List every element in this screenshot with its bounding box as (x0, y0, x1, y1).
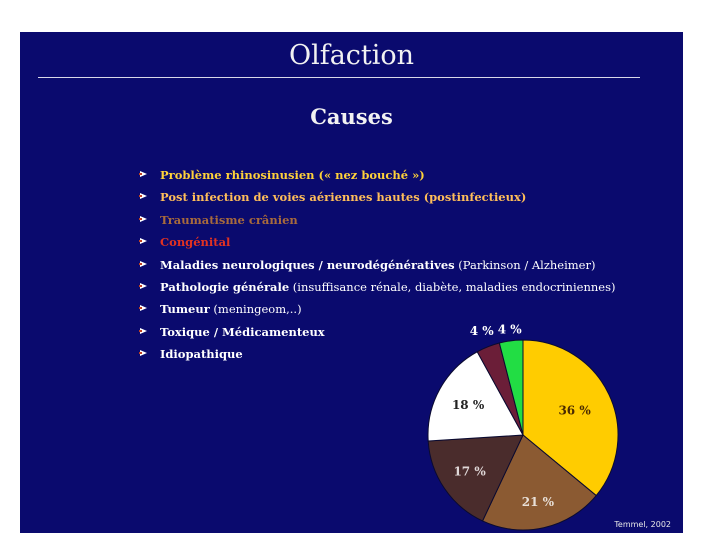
pie-slice-label: 21 % (521, 494, 555, 509)
pie-slice-label: 4 % (469, 323, 494, 338)
slide (20, 32, 683, 533)
source-credit: Temmel, 2002 (614, 520, 671, 529)
cause-label: Maladies neurologiques / neurodégénératives (160, 257, 455, 272)
cause-detail: (insuffisance rénale, diabète, maladies endocriniennes) (289, 279, 616, 294)
cause-label: Tumeur (160, 302, 210, 317)
pie-slice-label: 4 % (497, 322, 522, 337)
pie-slice-label: 36 % (558, 403, 591, 418)
cause-label: Pathologie générale (160, 279, 290, 294)
cause-label: Traumatisme crânien (160, 212, 298, 227)
cause-label: Post infection de voies aériennes hautes (postinfectieux) (160, 190, 527, 205)
cause-label: Toxique / Médicamenteux (160, 324, 325, 339)
pie-slice-label: 18 % (451, 397, 485, 412)
causes-pie-chart (20, 32, 683, 533)
cause-label: Idiopathique (160, 347, 243, 362)
cause-detail: (meningeom,..) (209, 302, 302, 317)
cause-label: Congénital (160, 235, 231, 250)
slide-title: Olfaction (288, 40, 415, 71)
pie-slice-label: 17 % (453, 464, 486, 479)
cause-detail: (Parkinson / Alzheimer) (454, 257, 596, 272)
cause-label: Problème rhinosinusien (« nez bouché ») (160, 168, 425, 182)
slide-subtitle: Causes (310, 104, 393, 129)
